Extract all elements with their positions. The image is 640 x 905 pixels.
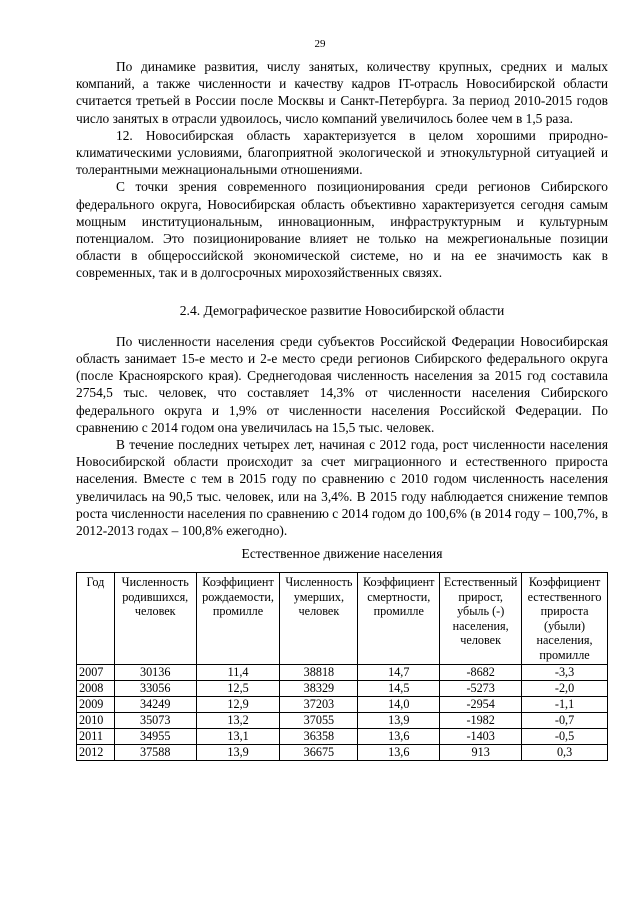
table-row	[77, 680, 608, 696]
table-title: Естественное движение населения	[241, 546, 443, 562]
header-deaths: Численность умерших, человек	[280, 573, 358, 664]
header-births: Численность родившихся, человек	[114, 573, 196, 664]
table-row	[77, 664, 608, 680]
cell-deaths: 37055	[280, 712, 358, 728]
cell-death-rate: 14,7	[358, 664, 440, 680]
table-row	[77, 696, 608, 712]
cell-natural-increase: -1982	[440, 712, 522, 728]
cell-deaths: 36358	[280, 728, 358, 744]
natural-movement-table	[76, 572, 608, 760]
cell-birth-rate: 13,1	[196, 728, 280, 744]
header-death-rate: Коэффициент смертности, промилле	[358, 573, 440, 664]
header-natural-increase-rate: Коэффициент естественного прироста (убыли) населения, промилле	[522, 573, 608, 664]
paragraph-positioning: С точки зрения современного позиционирования среди регионов Сибирского федерального округа, Новосибирская область объективно характеризуется сегодня самым мощным институциональным, инновационным, инфраструктурным и культурным потенциалом. Это позиционирование влияет не только на межрегиональные позиции области в общероссийской экономической системе, но и на ее значимость как в современных, так и в долгосрочных мирохозяйственных связях.	[76, 179, 608, 281]
paragraph-population: По численности населения среди субъектов Российской Федерации Новосибирская область занимает 15-е место и 2-е место среди регионов Сибирского федерального округа (после Красноярского края). Среднегодовая численность населения за 2015 год составила 2754,5 тыс. человек, что составляет 14,3% от численности населения Сибирского федерального округа и 1,9% от численности населения Российской Федерации. По сравнению с 2014 годом она увеличилась на 15,5 тыс. человек.	[76, 333, 608, 435]
table-row	[77, 728, 608, 744]
cell-births: 35073	[114, 712, 196, 728]
cell-year: 2010	[77, 712, 115, 728]
cell-births: 30136	[114, 664, 196, 680]
table-row	[77, 712, 608, 728]
cell-death-rate: 13,6	[358, 744, 440, 760]
cell-natural-increase-rate: 0,3	[522, 744, 608, 760]
cell-death-rate: 14,0	[358, 696, 440, 712]
table-header-row	[77, 573, 608, 664]
cell-year: 2011	[77, 728, 115, 744]
page-number: 29	[314, 38, 326, 50]
cell-deaths: 36675	[280, 744, 358, 760]
cell-natural-increase: -1403	[440, 728, 522, 744]
cell-natural-increase-rate: -2,0	[522, 680, 608, 696]
table-row	[77, 744, 608, 760]
cell-natural-increase-rate: -0,7	[522, 712, 608, 728]
paragraph-it-industry: По динамике развития, числу занятых, количеству крупных, средних и малых компаний, а также численности и качеству кадров IT-отрасль Новосибирской области считается третьей в России после Москвы и Санкт-Петербурга. За период 2010-2015 годов число занятых в отрасли удвоилось, число компаний увеличилось более чем в 1,5 раза.	[76, 59, 608, 126]
cell-natural-increase: -8682	[440, 664, 522, 680]
cell-natural-increase-rate: -3,3	[522, 664, 608, 680]
cell-births: 34955	[114, 728, 196, 744]
cell-births: 33056	[114, 680, 196, 696]
cell-natural-increase-rate: -0,5	[522, 728, 608, 744]
cell-natural-increase: 913	[440, 744, 522, 760]
cell-year: 2009	[77, 696, 115, 712]
section-heading: 2.4. Демографическое развитие Новосибирской области	[179, 302, 505, 318]
cell-births: 37588	[114, 744, 196, 760]
cell-death-rate: 14,5	[358, 680, 440, 696]
cell-death-rate: 13,9	[358, 712, 440, 728]
cell-year: 2007	[77, 664, 115, 680]
cell-birth-rate: 13,9	[196, 744, 280, 760]
cell-birth-rate: 13,2	[196, 712, 280, 728]
cell-natural-increase-rate: -1,1	[522, 696, 608, 712]
header-natural-increase: Естественный прирост, убыль (-) населения, человек	[440, 573, 522, 664]
paragraph-population-growth: В течение последних четырех лет, начиная с 2012 года, рост численности населения Новосибирской области происходит за счет миграционного и естественного прироста населения. Вместе с тем в 2015 году по сравнению с 2010 годом численность населения увеличилась на 90,5 тыс. человек, или на 3,4%. В 2015 году наблюдается снижение темпов роста численности населения по сравнению с 2014 годом до 100,6% (в 2014 году – 100,7%, в 2012-2013 годах – 100,8% ежегодно).	[76, 437, 608, 539]
header-birth-rate: Коэффициент рождаемости, промилле	[196, 573, 280, 664]
cell-natural-increase: -5273	[440, 680, 522, 696]
document-body	[76, 58, 608, 761]
cell-birth-rate: 12,9	[196, 696, 280, 712]
cell-birth-rate: 11,4	[196, 664, 280, 680]
header-year: Год	[77, 573, 115, 664]
paragraph-point-12: 12. Новосибирская область характеризуется в целом хорошими природно-климатическими условиями, благоприятной экологической и этнокультурной ситуацией и толерантными межнациональными отношениями.	[76, 127, 608, 178]
cell-births: 34249	[114, 696, 196, 712]
cell-natural-increase: -2954	[440, 696, 522, 712]
cell-birth-rate: 12,5	[196, 680, 280, 696]
cell-deaths: 38818	[280, 664, 358, 680]
cell-deaths: 37203	[280, 696, 358, 712]
cell-death-rate: 13,6	[358, 728, 440, 744]
cell-deaths: 38329	[280, 680, 358, 696]
cell-year: 2008	[77, 680, 115, 696]
cell-year: 2012	[77, 744, 115, 760]
